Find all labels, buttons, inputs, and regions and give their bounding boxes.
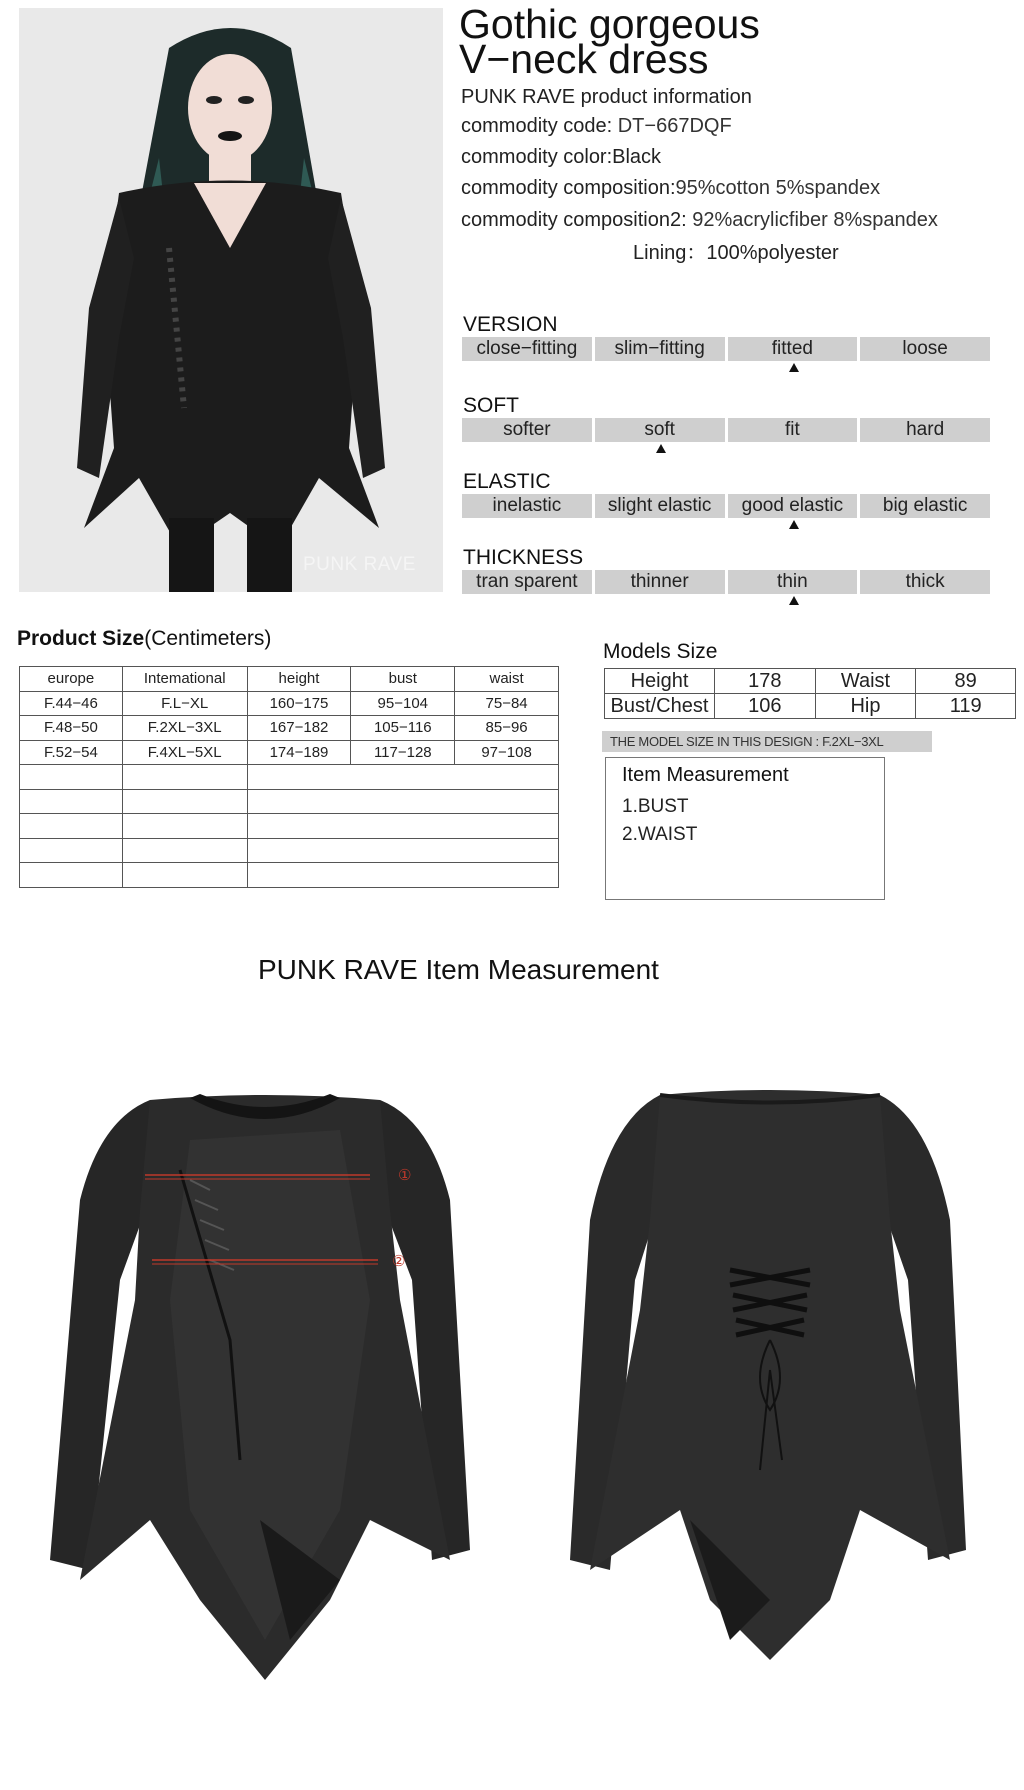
header-cell: Intemational (122, 667, 247, 692)
table-cell: Waist (815, 669, 916, 694)
bust-marker: ① (398, 1166, 412, 1184)
table-cell: F.44−46 (20, 691, 123, 716)
table-cell: 89 (916, 669, 1016, 694)
model-design-note: THE MODEL SIZE IN THIS DESIGN : F.2XL−3XL (602, 731, 932, 752)
scale-option: big elastic (860, 494, 990, 518)
scale-option: loose (860, 337, 990, 361)
header-cell: europe (20, 667, 123, 692)
composition2-value: 92%acrylicfiber 8%spandex (692, 209, 938, 231)
scale-title-thickness: THICKNESS (463, 546, 584, 569)
item-measurement-heading: PUNK RAVE Item Measurement (258, 954, 659, 985)
header-cell: waist (455, 667, 559, 692)
brand-info: PUNK RAVE product information (461, 86, 752, 108)
scale-version (462, 337, 990, 361)
header-cell: height (247, 667, 351, 692)
scale-option: thinner (595, 570, 725, 594)
empty-row (20, 765, 559, 790)
size-table (19, 666, 559, 888)
table-cell: 174−189 (247, 740, 351, 765)
waist-marker: ② (392, 1252, 406, 1270)
scale-option: hard (860, 418, 990, 442)
table-cell: 85−96 (455, 716, 559, 741)
empty-row (20, 838, 559, 863)
item-measurement-title: Item Measurement (622, 764, 789, 786)
measurement-item-waist: 2.WAIST (622, 824, 698, 845)
table-cell: 95−104 (351, 691, 455, 716)
commodity-code-label: commodity code: (461, 115, 613, 137)
table-cell: 160−175 (247, 691, 351, 716)
scale-title-version: VERSION (463, 313, 558, 336)
table-cell: F.L−XL (122, 691, 247, 716)
scale-option: thin (728, 570, 858, 594)
marker-version (789, 363, 799, 372)
scale-title-elastic: ELASTIC (463, 470, 551, 493)
scale-option: fitted (728, 337, 858, 361)
scale-option: slight elastic (595, 494, 725, 518)
scale-option: fit (728, 418, 858, 442)
scale-option: close−fitting (462, 337, 592, 361)
table-cell: Bust/Chest (605, 694, 715, 719)
table-row (605, 694, 1016, 719)
table-cell: F.4XL−5XL (122, 740, 247, 765)
scale-option: soft (595, 418, 725, 442)
item-measurement-box (605, 757, 885, 900)
size-table-header (20, 667, 559, 692)
lining: Lining：100%polyester (633, 242, 839, 264)
models-size-table (604, 668, 1016, 719)
scale-option: inelastic (462, 494, 592, 518)
table-row (20, 716, 559, 741)
table-cell: F.2XL−3XL (122, 716, 247, 741)
table-cell: Hip (815, 694, 916, 719)
scale-option: softer (462, 418, 592, 442)
table-cell: 106 (714, 694, 815, 719)
product-size-unit: (Centimeters) (144, 627, 272, 650)
table-cell: Height (605, 669, 715, 694)
table-cell: 105−116 (351, 716, 455, 741)
table-row (20, 740, 559, 765)
models-size-title: Models Size (603, 640, 718, 663)
table-cell: 167−182 (247, 716, 351, 741)
table-cell: 119 (916, 694, 1016, 719)
commodity-code-value: DT−667DQF (617, 115, 732, 137)
table-row (20, 691, 559, 716)
header-cell: bust (351, 667, 455, 692)
composition2-label: commodity composition2: (461, 209, 687, 231)
watermark: PUNK RAVE (303, 554, 416, 575)
scale-option: thick (860, 570, 990, 594)
scale-thickness (462, 570, 990, 594)
commodity-color: commodity color:Black (461, 146, 662, 168)
table-row (605, 669, 1016, 694)
measurement-item-bust: 1.BUST (622, 796, 689, 817)
product-size-heading (17, 627, 271, 651)
product-size-title: Product Size (17, 627, 145, 650)
table-cell: 178 (714, 669, 815, 694)
table-cell: F.48−50 (20, 716, 123, 741)
table-cell: F.52−54 (20, 740, 123, 765)
composition-value: 95%cotton 5%spandex (675, 177, 881, 199)
marker-thickness (789, 596, 799, 605)
scale-soft (462, 418, 990, 442)
composition-label: commodity composition: (461, 177, 676, 199)
commodity-composition (461, 177, 880, 200)
scale-title-soft: SOFT (463, 394, 519, 417)
table-cell: 97−108 (455, 740, 559, 765)
product-title-line2: V−neck dress (459, 36, 709, 82)
commodity-code (461, 115, 732, 138)
front-garment-image (40, 1080, 480, 1680)
scale-option: tran sparent (462, 570, 592, 594)
table-cell: 117−128 (351, 740, 455, 765)
commodity-composition2 (461, 209, 938, 232)
empty-row (20, 789, 559, 814)
empty-row (20, 814, 559, 839)
marker-soft (656, 444, 666, 453)
table-cell: 75−84 (455, 691, 559, 716)
empty-row (20, 863, 559, 888)
marker-elastic (789, 520, 799, 529)
scale-elastic (462, 494, 990, 518)
model-photo (19, 8, 443, 592)
back-garment-image (570, 1080, 970, 1680)
scale-option: good elastic (728, 494, 858, 518)
scale-option: slim−fitting (595, 337, 725, 361)
product-title-line1: Gothic gorgeous (459, 1, 760, 47)
